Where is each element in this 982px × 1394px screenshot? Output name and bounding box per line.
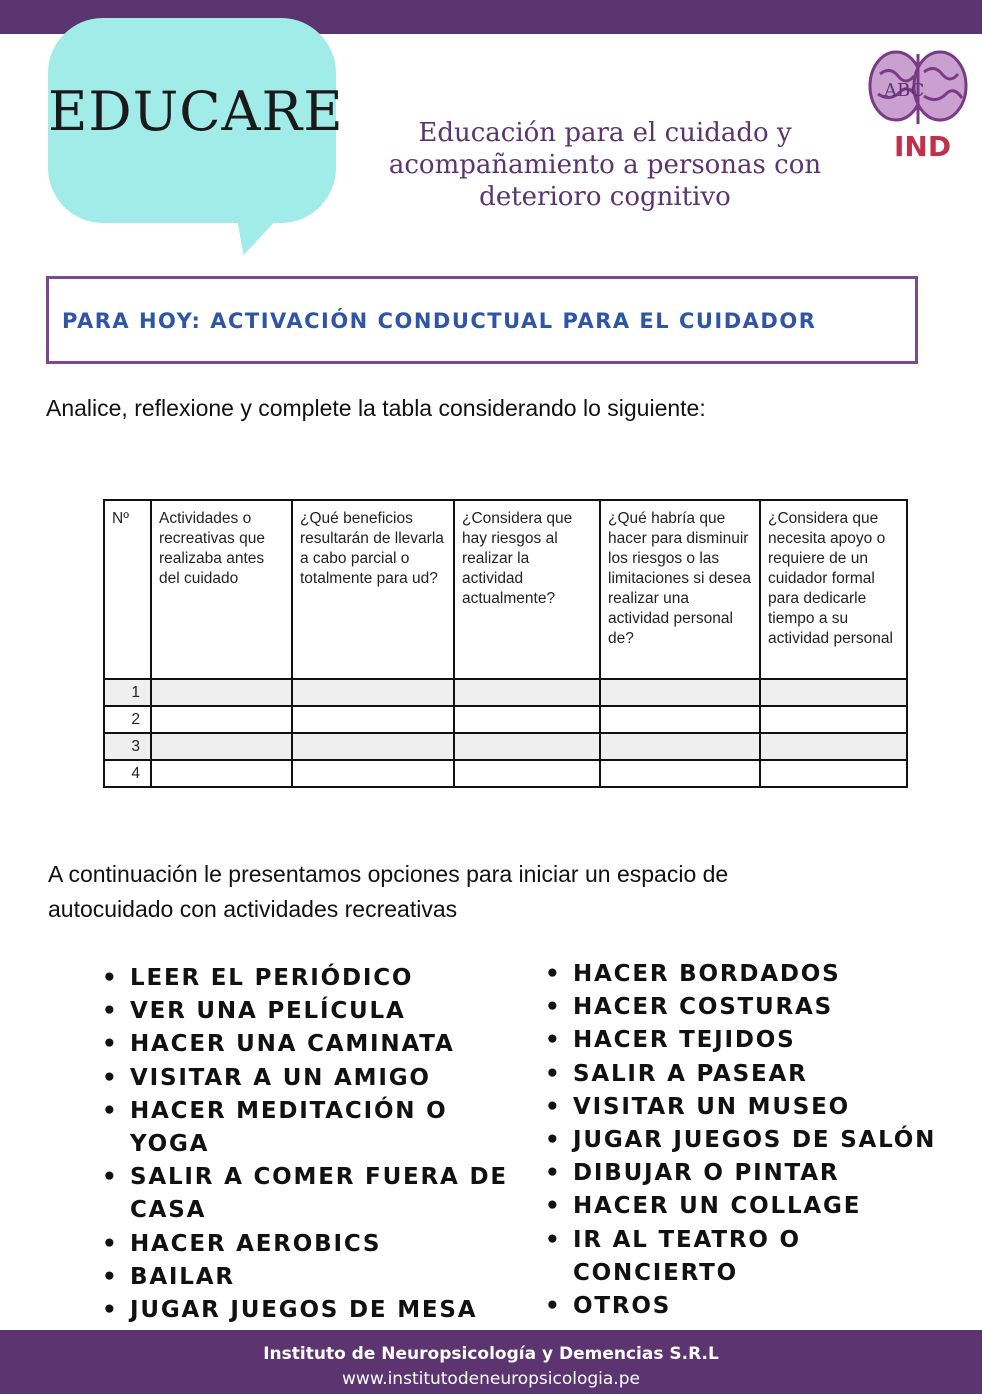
activities-list-right <box>545 958 975 1323</box>
table-cell[interactable] <box>151 760 292 787</box>
list-item: • LEER EL PERIÓDICO <box>102 962 522 995</box>
header-mitigation: ¿Qué habría que hacer para disminuir los riesgos o las limitaciones si desea realizar una actividad personal de? <box>600 500 760 679</box>
intro-text <box>48 857 848 927</box>
header-support: ¿Considera que necesita apoyo o requiere de un cuidador formal para dedicarle tiempo a su actividad personal <box>760 500 907 679</box>
logo-text: IND <box>894 130 952 163</box>
intro-line: autocuidado con actividades recreativas <box>48 896 458 922</box>
list-item: • JUGAR JUEGOS DE MESA <box>102 1294 522 1327</box>
table-cell[interactable] <box>600 679 760 706</box>
activity-table <box>103 499 908 788</box>
header-subtitle <box>360 117 850 213</box>
table-row <box>104 679 907 706</box>
list-item: • BAILAR <box>102 1261 522 1294</box>
row-number: 4 <box>104 760 151 787</box>
list-item: • DIBUJAR O PINTAR <box>545 1157 975 1190</box>
header-benefits: ¿Qué beneficios resultarán de llevarla a cabo parcial o totalmente para ud? <box>292 500 454 679</box>
table-cell[interactable] <box>292 760 454 787</box>
list-item: • HACER TEJIDOS <box>545 1024 975 1057</box>
subtitle-line: Educación para el cuidado y <box>418 118 792 148</box>
list-item: • HACER AEROBICS <box>102 1228 522 1261</box>
header-risks: ¿Considera que hay riesgos al realizar la actividad actualmente? <box>454 500 600 679</box>
speech-bubble-tail <box>226 205 291 255</box>
table-cell[interactable] <box>454 706 600 733</box>
table-cell[interactable] <box>292 679 454 706</box>
list-item: • VISITAR UN MUSEO <box>545 1091 975 1124</box>
table-cell[interactable] <box>600 706 760 733</box>
table-cell[interactable] <box>454 679 600 706</box>
list-item: • HACER UNA CAMINATA <box>102 1028 522 1061</box>
table-cell[interactable] <box>760 679 907 706</box>
table-cell[interactable] <box>292 733 454 760</box>
list-item: • IR AL TEATRO O CONCIERTO <box>545 1224 975 1290</box>
instruction-text: Analice, reflexione y complete la tabla considerando lo siguiente: <box>46 395 706 421</box>
svg-text:ABC: ABC <box>884 80 925 101</box>
table-cell[interactable] <box>600 760 760 787</box>
row-number: 1 <box>104 679 151 706</box>
footer-bar <box>0 1330 982 1394</box>
list-item: • OTROS <box>545 1290 975 1323</box>
subtitle-line: acompañamiento a personas con <box>388 150 822 180</box>
header-activities: Actividades o recreativas que realizaba antes del cuidado <box>151 500 292 679</box>
list-item: • VER UNA PELÍCULA <box>102 995 522 1028</box>
list-item: • SALIR A COMER FUERA DE CASA <box>102 1161 522 1227</box>
table-cell[interactable] <box>760 760 907 787</box>
table-row <box>104 760 907 787</box>
list-item: • HACER UN COLLAGE <box>545 1190 975 1223</box>
activities-list-left <box>102 962 522 1360</box>
intro-line: A continuación le presentamos opciones para iniciar un espacio de <box>48 861 729 887</box>
table-cell[interactable] <box>760 733 907 760</box>
list-item: • HACER MEDITACIÓN O YOGA <box>102 1095 522 1161</box>
subtitle-line: deterioro cognitivo <box>479 182 731 212</box>
list-item: • HACER BORDADOS <box>545 958 975 991</box>
table-row <box>104 706 907 733</box>
table-cell[interactable] <box>454 733 600 760</box>
table-cell[interactable] <box>292 706 454 733</box>
list-item: • HACER COSTURAS <box>545 991 975 1024</box>
table-cell[interactable] <box>151 733 292 760</box>
brain-abc-logo-icon <box>866 44 972 164</box>
section-title: PARA HOY: ACTIVACIÓN CONDUCTUAL PARA EL CUIDADOR <box>62 309 817 333</box>
footer-organization: Instituto de Neuropsicología y Demencias S.R.L <box>263 1344 719 1364</box>
list-item: • JUGAR JUEGOS DE SALÓN <box>545 1124 975 1157</box>
footer-website[interactable]: www.institutodeneuropsicologia.pe <box>342 1369 640 1389</box>
row-number: 3 <box>104 733 151 760</box>
row-number: 2 <box>104 706 151 733</box>
table-cell[interactable] <box>454 760 600 787</box>
brand-title: EDUCARE <box>48 80 344 143</box>
list-item: • SALIR A PASEAR <box>545 1058 975 1091</box>
table-cell[interactable] <box>151 679 292 706</box>
table-cell[interactable] <box>760 706 907 733</box>
header-number: Nº <box>104 500 151 679</box>
table-row <box>104 733 907 760</box>
list-item: • VISITAR A UN AMIGO <box>102 1062 522 1095</box>
table-cell[interactable] <box>600 733 760 760</box>
table-cell[interactable] <box>151 706 292 733</box>
